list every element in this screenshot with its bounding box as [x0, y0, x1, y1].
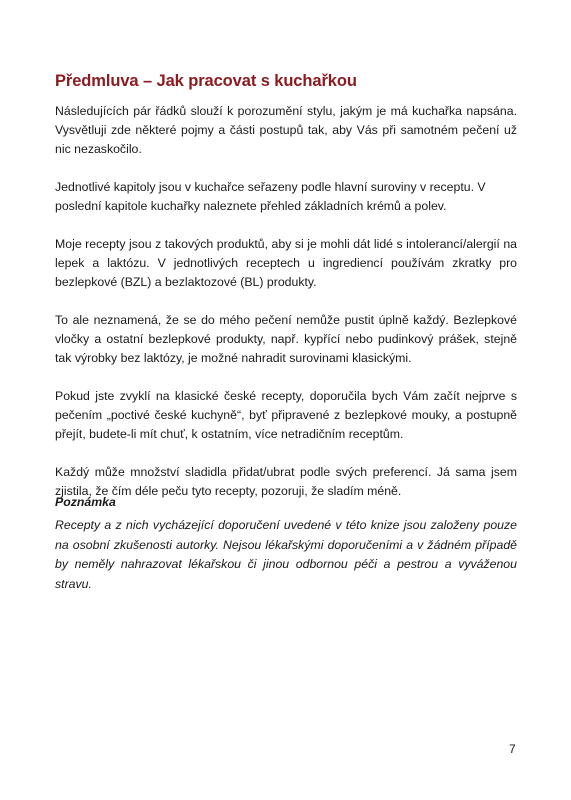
paragraph-recommendation: Pokud jste zvyklí na klasické české recepty, doporučila bych Vám začít nejprve s pečením „poctivé české kuchyně“, byť připravené z bezlepkové mouky, a postupně přejít, budete-li mít chuť, k ostatním, více netradičním receptům.: [55, 389, 517, 441]
page-title: Předmluva – Jak pracovat s kuchařkou: [55, 72, 357, 90]
main-content: [55, 72, 517, 520]
note-section: [55, 493, 517, 594]
note-text: Recepty a z nich vycházející doporučení uvedené v této knize jsou založeny pouze na osobní zkušenosti autorky. Nejsou lékařskými doporučeními a v žádném případě by neměly nahrazovat lékařskou či jinou odbornou péči a pestrou a vyváženou stravu.: [55, 518, 517, 591]
paragraph-substitutes: To ale neznamená, že se do mého pečení nemůže pustit úplně každý. Bezlepkové vločky a ostatní bezlepkové produkty, např. kypřící nebo pudinkový prášek, stejně tak výrobky bez laktózy, je možné nahradit surovinami klasickými.: [55, 313, 517, 365]
paragraph-chapters: Jednotlivé kapitoly jsou v kuchařce seřazeny podle hlavní suroviny v receptu. V poslední kapitole kuchařky naleznete přehled základních krémů a polev.: [55, 180, 486, 213]
page-number: 7: [509, 742, 516, 756]
paragraph-intro: Následujících pár řádků slouží k porozumění stylu, jakým je má kuchařka napsána. Vysvětluji zde některé pojmy a části postupů tak, aby Vás při samotném pečení už nic nezaskočilo.: [55, 104, 517, 156]
paragraph-sweetener: Každý může množství sladidla přidat/ubrat podle svých preferencí. Já sama jsem zjistila, že čím déle peču tyto recepty, pozoruji, že sladím méně.: [55, 465, 517, 498]
paragraph-allergies: Moje recepty jsou z takových produktů, aby si je mohli dát lidé s intolerancí/alergií na lepek a laktózu. V jednotlivých receptech u ingrediencí používám zkratky pro bezlepkové (BZL) a bezlaktozové (BL) produkty.: [55, 237, 517, 289]
note-title: Poznámka: [55, 495, 116, 509]
